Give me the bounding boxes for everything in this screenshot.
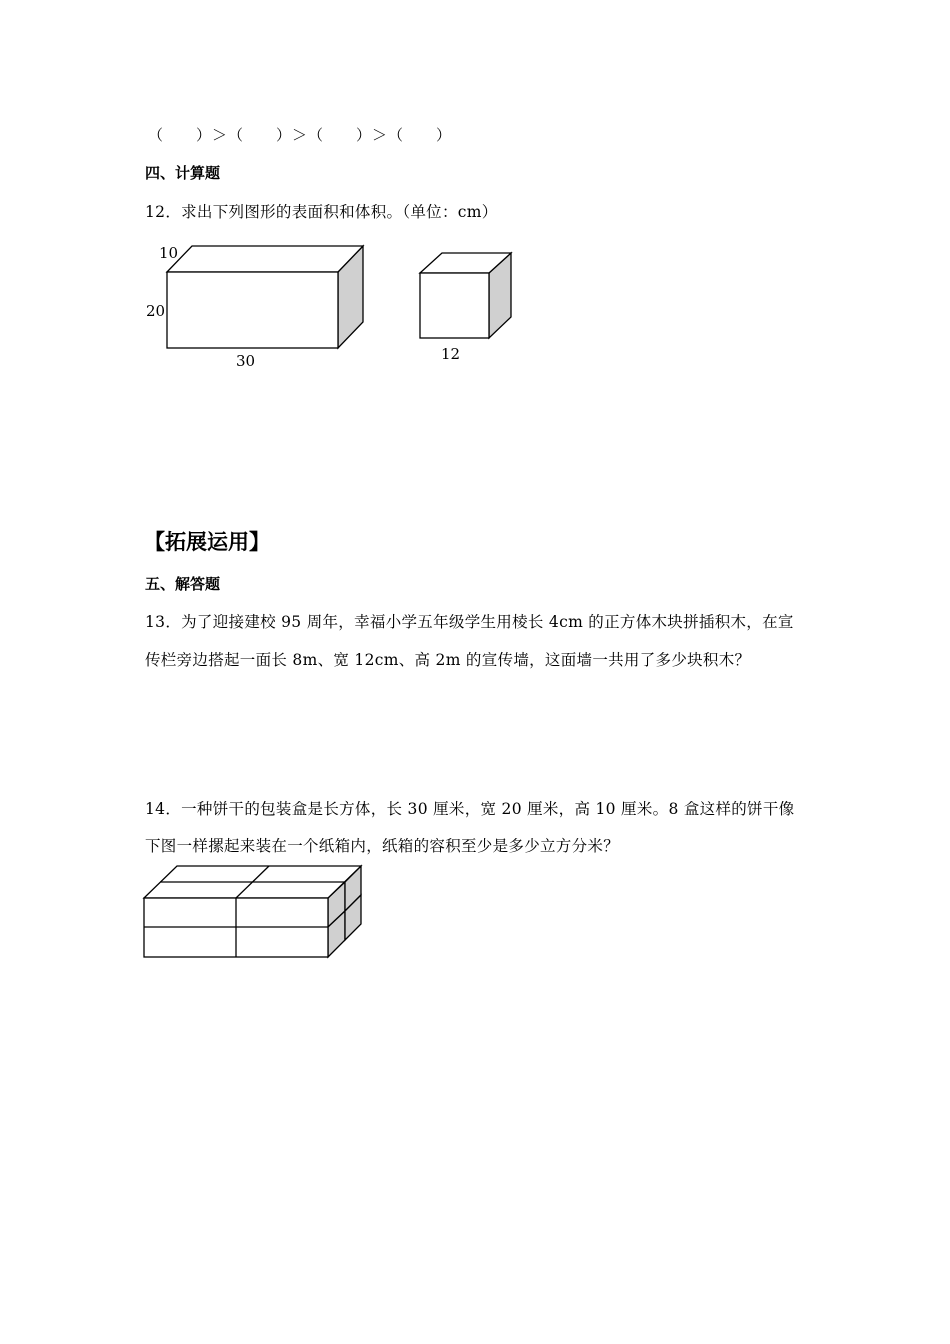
question-14-line-1: 14．一种饼干的包装盒是长方体，长 30 厘米，宽 20 厘米，高 10 厘米。8 盒这样的饼干像 bbox=[145, 800, 795, 818]
question-13-line-2: 传栏旁边搭起一面长 8m、宽 12cm、高 2m 的宣传墙，这面墙一共用了多少块积木？ bbox=[145, 651, 751, 669]
cube-front-face bbox=[420, 273, 489, 338]
question-12-text: 12．求出下列图形的表面积和体积。（单位：cm） bbox=[145, 203, 498, 221]
extension-heading: 【拓展运用】 bbox=[144, 530, 270, 554]
cuboid-length-label: 30 bbox=[236, 352, 256, 370]
question-12-figures bbox=[0, 0, 950, 400]
stacked-boxes-figure bbox=[0, 850, 400, 970]
question-14-line-2: 下图一样摞起来装在一个纸箱内，纸箱的容积至少是多少立方分米？ bbox=[145, 837, 620, 855]
cuboid-figure bbox=[146, 244, 363, 370]
cuboid-height-label: 20 bbox=[146, 302, 166, 320]
cuboid-width-label: 10 bbox=[159, 244, 179, 262]
cube-figure bbox=[420, 253, 511, 363]
section-heading-calculation: 四、计算题 bbox=[145, 164, 221, 182]
question-13-line-1: 13．为了迎接建校 95 周年，幸福小学五年级学生用棱长 4cm 的正方体木块拼插积木，在宣 bbox=[145, 613, 794, 631]
cuboid-front-face bbox=[167, 272, 338, 348]
section-heading-solve: 五、解答题 bbox=[145, 575, 221, 593]
cuboid-top-face bbox=[167, 246, 363, 272]
comparison-blanks-line: （ ）＞（ ）＞（ ）＞（ ） bbox=[148, 126, 453, 144]
cube-edge-label: 12 bbox=[441, 345, 461, 363]
